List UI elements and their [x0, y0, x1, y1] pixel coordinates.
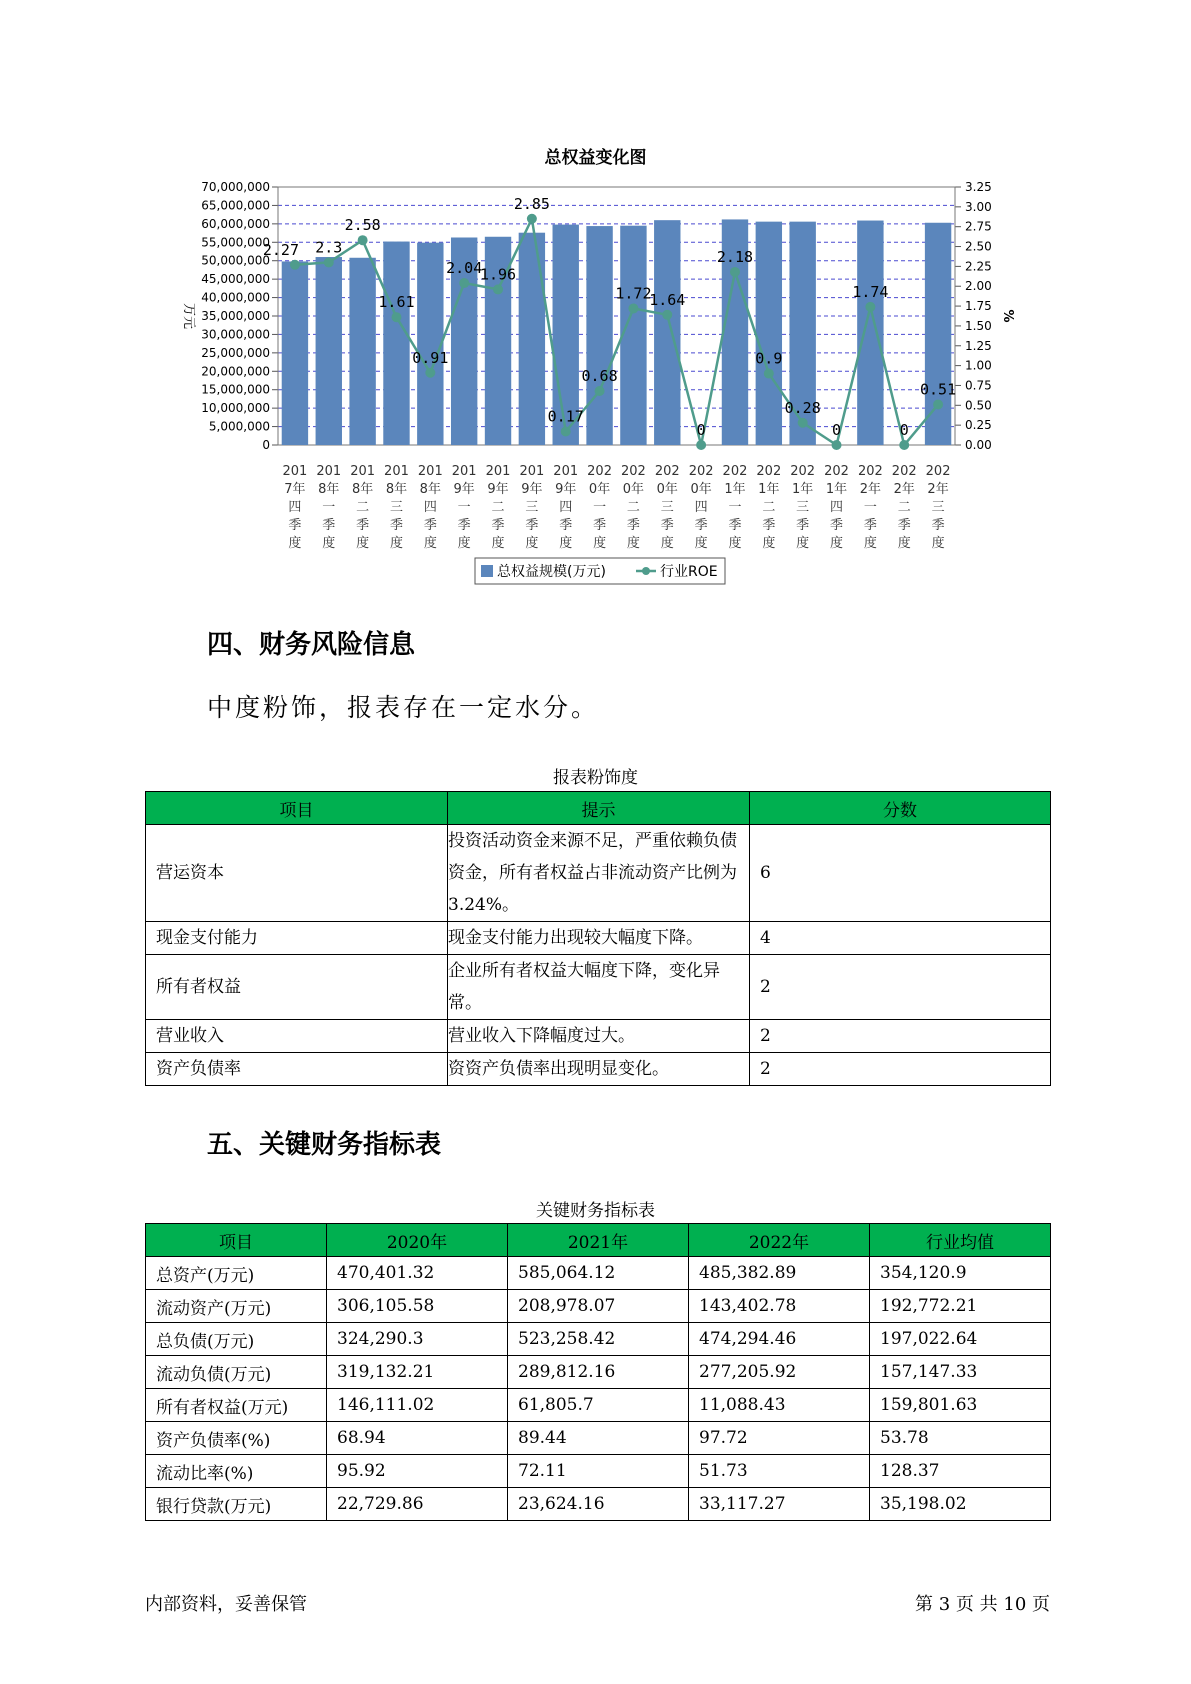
- x-tick-label: 202: [621, 464, 646, 479]
- row-item: 所有者权益: [146, 955, 448, 1020]
- row-value: 474,294.46: [689, 1323, 870, 1356]
- row-hint: 资资产负债率出现明显变化。: [448, 1053, 750, 1086]
- x-tick-label: 8年: [419, 482, 441, 497]
- roe-point: [798, 418, 808, 428]
- x-tick-label: 1年: [724, 482, 746, 497]
- row-value: 354,120.9: [870, 1257, 1051, 1290]
- roe-point: [493, 284, 503, 294]
- roe-data-label: 1.64: [649, 290, 686, 309]
- roe-data-label: 1.74: [852, 282, 889, 301]
- x-tick-label: 201: [350, 464, 376, 479]
- equity-chart: [0, 0, 1191, 600]
- x-tick-label: 度: [423, 536, 437, 551]
- roe-data-label: 0.17: [547, 407, 584, 426]
- x-tick-label: 201: [519, 464, 545, 479]
- header-2022: 2022年: [689, 1224, 870, 1257]
- x-tick-label: 202: [587, 464, 612, 479]
- row-score: 2: [750, 1053, 1051, 1086]
- left-axis-title: 万元: [181, 302, 196, 330]
- row-value: 33,117.27: [689, 1488, 870, 1521]
- roe-point: [832, 440, 842, 450]
- x-tick-label: 一: [322, 500, 336, 515]
- row-value: 159,801.63: [870, 1389, 1051, 1422]
- left-tick-label: 70,000,000: [201, 180, 270, 194]
- row-value: 11,088.43: [689, 1389, 870, 1422]
- roe-point: [527, 214, 537, 224]
- row-item: 流动资产(万元): [146, 1290, 327, 1323]
- roe-point: [865, 302, 875, 312]
- left-tick-label: 65,000,000: [201, 198, 270, 213]
- row-hint: 企业所有者权益大幅度下降，变化异常。: [448, 955, 750, 1020]
- x-tick-label: 度: [593, 536, 607, 551]
- x-tick-label: 度: [728, 536, 742, 551]
- bar: [620, 226, 646, 445]
- x-tick-label: 度: [863, 536, 877, 551]
- table-row: [146, 1422, 1051, 1455]
- x-tick-label: 季: [356, 518, 370, 533]
- row-score: 6: [750, 825, 1051, 922]
- roe-data-label: 2.58: [344, 216, 381, 235]
- x-tick-label: 季: [491, 518, 505, 533]
- x-tick-label: 季: [796, 518, 810, 533]
- roe-data-label: 0.9: [755, 349, 783, 368]
- roe-point: [933, 400, 943, 410]
- right-tick-label: 1.25: [965, 338, 992, 353]
- right-tick-label: 0.75: [965, 378, 992, 393]
- row-hint: 营业收入下降幅度过大。: [448, 1020, 750, 1053]
- x-tick-label: 度: [491, 536, 505, 551]
- x-tick-label: 四: [559, 500, 573, 515]
- roe-data-label: 1.61: [378, 293, 415, 312]
- x-tick-label: 7年: [284, 482, 306, 497]
- row-value: 68.94: [327, 1422, 508, 1455]
- left-tick-label: 60,000,000: [201, 216, 270, 231]
- row-value: 51.73: [689, 1455, 870, 1488]
- x-tick-label: 9年: [555, 482, 577, 497]
- roe-data-label: 0: [832, 421, 842, 439]
- bar: [519, 233, 545, 445]
- right-tick-label: 2.75: [965, 219, 992, 234]
- header-2021: 2021年: [508, 1224, 689, 1257]
- bar: [586, 226, 612, 445]
- row-value: 585,064.12: [508, 1257, 689, 1290]
- left-tick-label: 35,000,000: [201, 309, 270, 323]
- row-score: 2: [750, 955, 1051, 1020]
- x-tick-label: 季: [863, 518, 877, 533]
- row-value: 485,382.89: [689, 1257, 870, 1290]
- x-tick-label: 202: [722, 464, 748, 479]
- x-tick-label: 季: [694, 518, 708, 533]
- row-item: 银行贷款(万元): [146, 1488, 327, 1521]
- roe-data-label: 0.28: [784, 398, 821, 417]
- x-tick-label: 度: [457, 536, 471, 551]
- x-tick-label: 季: [457, 518, 471, 533]
- x-tick-label: 0年: [690, 482, 712, 497]
- x-tick-label: 202: [756, 464, 782, 479]
- x-tick-label: 三: [931, 500, 945, 515]
- x-tick-label: 度: [626, 536, 640, 551]
- row-value: 197,022.64: [870, 1323, 1051, 1356]
- row-value: 89.44: [508, 1422, 689, 1455]
- left-tick-label: 30,000,000: [201, 327, 270, 342]
- x-tick-label: 0年: [622, 482, 645, 497]
- roe-data-label: 2.04: [446, 259, 483, 278]
- roe-point: [425, 368, 435, 378]
- right-tick-label: 1.50: [965, 318, 992, 333]
- x-tick-label: 202: [654, 464, 680, 479]
- x-tick-label: 四: [423, 500, 437, 515]
- roe-point: [358, 235, 368, 245]
- x-tick-label: 四: [830, 500, 844, 515]
- table-row: [146, 955, 1051, 1020]
- table-row: [146, 1389, 1051, 1422]
- table-row: [146, 1290, 1051, 1323]
- header-item: 项目: [146, 792, 448, 825]
- row-value: 97.72: [689, 1422, 870, 1455]
- row-item: 流动负债(万元): [146, 1356, 327, 1389]
- row-value: 72.11: [508, 1455, 689, 1488]
- roe-data-label: 1.72: [615, 284, 652, 303]
- section-4-body: 中度粉饰，报表存在一定水分。: [207, 693, 600, 722]
- bar: [316, 257, 342, 445]
- legend-bar-swatch: [481, 565, 493, 577]
- left-tick-label: 5,000,000: [208, 419, 270, 434]
- header-score: 分数: [750, 792, 1051, 825]
- x-tick-label: 度: [931, 536, 945, 551]
- x-tick-label: 1年: [825, 482, 848, 497]
- x-tick-label: 201: [451, 464, 477, 479]
- header-2020: 2020年: [327, 1224, 508, 1257]
- chart-title: 总权益变化图: [544, 148, 647, 168]
- roe-point: [561, 427, 571, 437]
- roe-point: [595, 386, 605, 396]
- left-tick-label: 0: [262, 438, 270, 452]
- x-tick-label: 季: [593, 518, 607, 533]
- bar: [282, 261, 308, 445]
- x-tick-label: 季: [389, 518, 403, 533]
- roe-point: [290, 260, 300, 270]
- bar: [756, 222, 782, 445]
- x-tick-label: 度: [356, 536, 370, 551]
- section-4-heading: 四、财务风险信息: [207, 630, 416, 660]
- x-tick-label: 1年: [758, 482, 780, 497]
- roe-point: [391, 312, 401, 322]
- x-tick-label: 201: [417, 464, 443, 479]
- row-value: 61,805.7: [508, 1389, 689, 1422]
- metrics-table: [145, 1223, 1051, 1521]
- bar: [383, 242, 409, 445]
- roe-data-label: 2.18: [716, 247, 754, 266]
- x-tick-label: 季: [525, 518, 539, 533]
- row-item: 总负债(万元): [146, 1323, 327, 1356]
- row-value: 23,624.16: [508, 1488, 689, 1521]
- table-row: [146, 1356, 1051, 1389]
- x-tick-label: 2年: [859, 482, 882, 497]
- roe-data-label: 1.96: [479, 265, 517, 284]
- legend-bar-label: 总权益规模(万元): [497, 564, 606, 580]
- left-tick-label: 10,000,000: [201, 401, 270, 416]
- metrics-table-caption: 关键财务指标表: [536, 1201, 655, 1221]
- row-value: 143,402.78: [689, 1290, 870, 1323]
- right-tick-label: 2.00: [965, 279, 992, 294]
- x-tick-label: 度: [660, 536, 674, 551]
- x-tick-label: 季: [897, 518, 911, 533]
- x-tick-label: 2年: [927, 482, 949, 497]
- roe-data-label: 0.51: [920, 380, 957, 399]
- x-tick-label: 8年: [385, 482, 408, 497]
- row-item: 所有者权益(万元): [146, 1389, 327, 1422]
- x-tick-label: 二: [897, 500, 911, 515]
- x-tick-label: 度: [762, 536, 776, 551]
- table-row: [146, 1020, 1051, 1053]
- bar: [654, 220, 680, 445]
- x-tick-label: 9年: [521, 482, 543, 497]
- x-tick-label: 202: [925, 464, 951, 479]
- right-tick-label: 2.25: [965, 259, 992, 274]
- right-tick-label: 1.00: [965, 358, 992, 373]
- row-score: 2: [750, 1020, 1051, 1053]
- row-value: 306,105.58: [327, 1290, 508, 1323]
- bar: [925, 223, 951, 445]
- table-row: [146, 1488, 1051, 1521]
- x-tick-label: 三: [525, 500, 539, 515]
- footer-confidential: 内部资料，妥善保管: [145, 1594, 307, 1615]
- row-value: 146,111.02: [327, 1389, 508, 1422]
- row-score: 4: [750, 922, 1051, 955]
- risk-table-caption: 报表粉饰度: [553, 768, 638, 788]
- x-tick-label: 季: [626, 518, 640, 533]
- x-tick-label: 二: [626, 500, 640, 515]
- x-tick-label: 度: [694, 536, 708, 551]
- x-tick-label: 季: [660, 518, 674, 533]
- roe-point: [662, 310, 672, 320]
- right-tick-label: 3.25: [965, 180, 992, 194]
- header-item: 项目: [146, 1224, 327, 1257]
- roe-point: [324, 257, 334, 267]
- x-tick-label: 季: [830, 518, 844, 533]
- left-tick-label: 55,000,000: [201, 235, 270, 250]
- x-tick-label: 8年: [318, 482, 340, 497]
- x-tick-label: 0年: [656, 482, 678, 497]
- roe-point: [899, 440, 909, 450]
- x-tick-label: 202: [824, 464, 849, 479]
- row-value: 523,258.42: [508, 1323, 689, 1356]
- x-tick-label: 季: [288, 518, 302, 533]
- x-tick-label: 201: [282, 464, 308, 479]
- table-row: [146, 1455, 1051, 1488]
- x-tick-label: 季: [322, 518, 336, 533]
- bar: [349, 258, 375, 445]
- x-tick-label: 201: [384, 464, 409, 479]
- roe-point: [730, 267, 740, 277]
- x-tick-label: 度: [288, 536, 302, 551]
- roe-data-label: 0.91: [412, 348, 449, 367]
- x-tick-label: 202: [857, 464, 883, 479]
- x-tick-label: 9年: [453, 482, 475, 497]
- x-tick-label: 201: [485, 464, 511, 479]
- row-value: 277,205.92: [689, 1356, 870, 1389]
- row-item: 流动比率(%): [146, 1455, 327, 1488]
- x-tick-label: 季: [728, 518, 742, 533]
- footer-page-number: 第 3 页 共 10 页: [915, 1594, 1050, 1615]
- right-tick-label: 0.00: [965, 438, 992, 452]
- x-tick-label: 度: [525, 536, 539, 551]
- row-value: 157,147.33: [870, 1356, 1051, 1389]
- x-tick-label: 201: [316, 464, 342, 479]
- x-tick-label: 二: [762, 500, 776, 515]
- legend-line-marker: [642, 567, 650, 575]
- x-tick-label: 季: [762, 518, 776, 533]
- right-tick-label: 2.50: [965, 239, 992, 254]
- table-row: [146, 1323, 1051, 1356]
- x-tick-label: 三: [796, 500, 810, 515]
- left-tick-label: 15,000,000: [201, 382, 270, 397]
- x-tick-label: 2年: [893, 482, 915, 497]
- x-tick-label: 度: [830, 536, 844, 551]
- x-tick-label: 四: [288, 500, 302, 515]
- left-tick-label: 25,000,000: [201, 345, 270, 360]
- row-item: 现金支付能力: [146, 922, 448, 955]
- row-value: 470,401.32: [327, 1257, 508, 1290]
- section-5-heading: 五、关键财务指标表: [207, 1130, 442, 1160]
- roe-data-label: 2.85: [513, 194, 550, 213]
- x-tick-label: 季: [931, 518, 945, 533]
- x-tick-label: 一: [593, 500, 607, 515]
- x-tick-label: 季: [559, 518, 573, 533]
- x-tick-label: 二: [491, 500, 505, 515]
- row-value: 95.92: [327, 1455, 508, 1488]
- row-hint: 投资活动资金来源不足，严重依赖负债资金，所有者权益占非流动资产比例为3.24%。: [448, 825, 750, 922]
- roe-point: [628, 303, 638, 313]
- bar: [857, 221, 883, 445]
- roe-point: [764, 369, 774, 379]
- right-tick-label: 0.25: [965, 418, 992, 433]
- right-tick-label: 3.00: [965, 199, 992, 214]
- row-item: 营业收入: [146, 1020, 448, 1053]
- x-tick-label: 201: [553, 464, 579, 479]
- row-value: 53.78: [870, 1422, 1051, 1455]
- x-tick-label: 度: [897, 536, 911, 551]
- row-value: 22,729.86: [327, 1488, 508, 1521]
- x-tick-label: 0年: [588, 482, 611, 497]
- right-tick-label: 1.75: [965, 299, 992, 314]
- row-value: 208,978.07: [508, 1290, 689, 1323]
- x-tick-label: 202: [688, 464, 714, 479]
- row-value: 319,132.21: [327, 1356, 508, 1389]
- x-tick-label: 1年: [792, 482, 814, 497]
- x-tick-label: 度: [389, 536, 403, 551]
- roe-point: [459, 278, 469, 288]
- roe-data-label: 0: [899, 421, 909, 439]
- x-tick-label: 度: [796, 536, 810, 551]
- roe-data-label: 2.27: [262, 240, 299, 259]
- x-tick-label: 四: [694, 500, 708, 515]
- header-industry-avg: 行业均值: [870, 1224, 1051, 1257]
- left-tick-label: 50,000,000: [201, 253, 270, 268]
- x-tick-label: 一: [728, 500, 742, 515]
- x-tick-label: 度: [322, 536, 336, 551]
- row-value: 324,290.3: [327, 1323, 508, 1356]
- row-value: 128.37: [870, 1455, 1051, 1488]
- left-tick-label: 20,000,000: [201, 364, 270, 379]
- left-tick-label: 40,000,000: [201, 290, 270, 305]
- row-item: 资产负债率(%): [146, 1422, 327, 1455]
- roe-data-label: 2.3: [315, 238, 343, 257]
- left-tick-label: 45,000,000: [201, 272, 270, 287]
- right-axis-title: %: [1000, 309, 1015, 323]
- x-tick-label: 一: [457, 500, 471, 515]
- roe-data-label: 0: [696, 421, 706, 439]
- x-tick-label: 度: [559, 536, 573, 551]
- x-tick-label: 202: [790, 464, 816, 479]
- header-hint: 提示: [448, 792, 750, 825]
- x-tick-label: 三: [660, 500, 674, 515]
- risk-table: [145, 791, 1051, 1086]
- legend-line-label: 行业ROE: [660, 564, 718, 580]
- table-row: [146, 1053, 1051, 1086]
- row-item: 总资产(万元): [146, 1257, 327, 1290]
- x-tick-label: 三: [389, 500, 403, 515]
- bar: [417, 243, 443, 445]
- row-item: 资产负债率: [146, 1053, 448, 1086]
- row-value: 192,772.21: [870, 1290, 1051, 1323]
- table-row: [146, 922, 1051, 955]
- roe-point: [696, 440, 706, 450]
- table-row: [146, 825, 1051, 922]
- row-hint: 现金支付能力出现较大幅度下降。: [448, 922, 750, 955]
- x-tick-label: 8年: [351, 482, 374, 497]
- roe-data-label: 0.68: [581, 367, 618, 386]
- x-tick-label: 季: [423, 518, 437, 533]
- x-tick-label: 二: [356, 500, 370, 515]
- x-tick-label: 9年: [487, 482, 509, 497]
- x-tick-label: 202: [891, 464, 917, 479]
- row-value: 289,812.16: [508, 1356, 689, 1389]
- right-tick-label: 0.50: [965, 398, 992, 413]
- row-value: 35,198.02: [870, 1488, 1051, 1521]
- row-item: 营运资本: [146, 825, 448, 922]
- table-row: [146, 1257, 1051, 1290]
- x-tick-label: 一: [863, 500, 877, 515]
